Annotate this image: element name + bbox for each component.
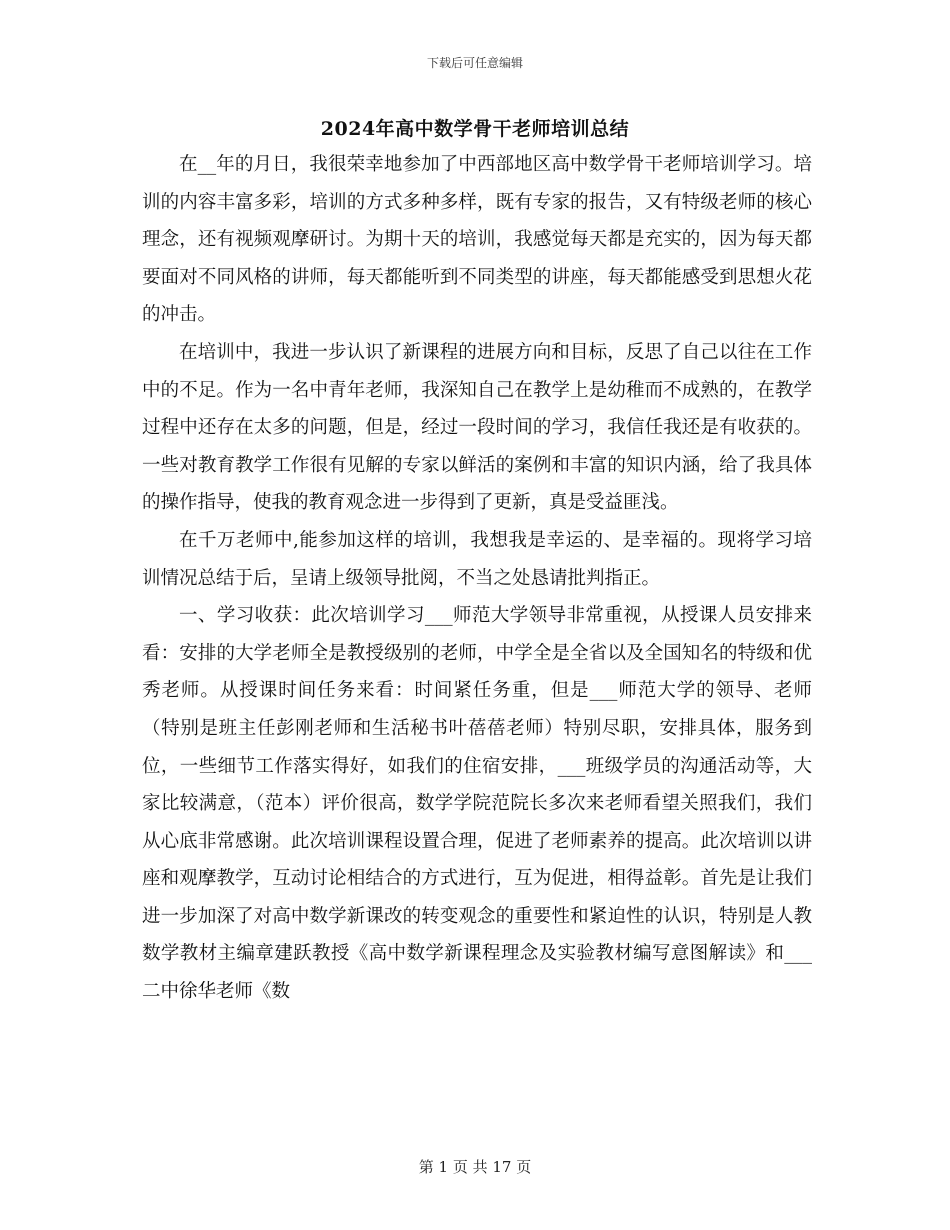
header-note: 下载后可任意编辑	[426, 56, 523, 70]
document-body	[142, 146, 812, 1011]
document-title: 2024年高中数学骨干老师培训总结	[320, 118, 630, 140]
page-footer: 第 1 页 共 17 页	[418, 1158, 532, 1176]
paragraph-3: 在千万老师中,能参加这样的培训，我想我是幸运的、是幸福的。现将学习培训情况总结于后，呈请上级领导批阅，不当之处恳请批判指正。	[142, 529, 812, 589]
paragraph-1: 在__年的月日，我很荣幸地参加了中西部地区高中数学骨干老师培训学习。培训的内容丰富多彩，培训的方式多种多样，既有专家的报告，又有特级老师的核心理念，还有视频观摩研讨。为期十天的培训，我感觉每天都是充实的，因为每天都要面对不同风格的讲师，每天都能听到不同类型的讲座，每天都能感受到思想火花的冲击。	[142, 154, 812, 326]
paragraph-2: 在培训中，我进一步认识了新课程的进展方向和目标，反思了自己以往在工作中的不足。作为一名中青年老师，我深知自己在教学上是幼稚而不成熟的，在教学过程中还存在太多的问题，但是，经过一段时间的学习，我信任我还是有收获的。一些对教育教学工作很有见解的专家以鲜活的案例和丰富的知识内涵，给了我具体的操作指导，使我的教育观念进一步得到了更新，真是受益匪浅。	[142, 341, 812, 514]
paragraph-4: 一、学习收获：此次培训学习___师范大学领导非常重视，从授课人员安排来看：安排的大学老师全是教授级别的老师，中学全是全省以及全国知名的特级和优秀老师。从授课时间任务来看：时间紧任务重，但是___师范大学的领导、老师（特别是班主任彭刚老师和生活秘书叶蓓蓓老师）特别尽职，安排具体，服务到位，一些细节工作落实得好，如我们的住宿安排，___班级学员的沟通活动等，大家比较满意，（范本）评价很高，数学学院范院长多次来老师看望关照我们，我们从心底非常感谢。此次培训课程设置合理，促进了老师素养的提高。此次培训以讲座和观摩教学，互动讨论相结合的方式进行，互为促进，相得益彰。首先是让我们进一步加深了对高中数学新课改的转变观念的重要性和紧迫性的认识，特别是人教数学教材主编章建跃教授《高中数学新课程理念及实验教材编写意图解读》和___二中徐华老师《数	[142, 605, 812, 1003]
